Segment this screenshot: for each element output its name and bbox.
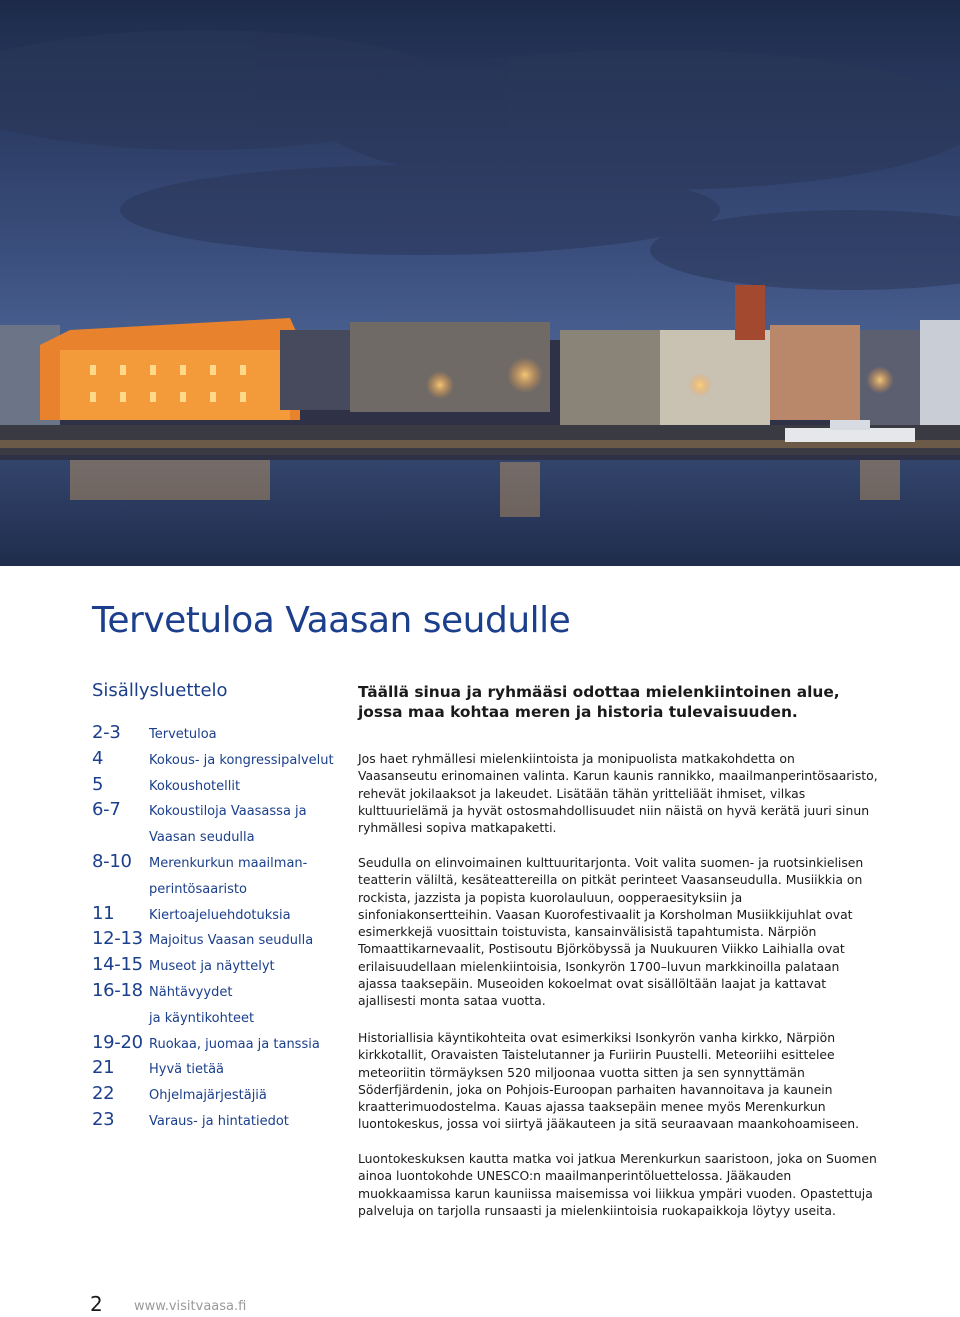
- toc-page-number: 4: [92, 747, 104, 769]
- toc-label: Nähtävyydet: [149, 984, 233, 1000]
- toc-entry: [92, 720, 342, 746]
- toc-label: Museot ja näyttelyt: [149, 959, 275, 975]
- toc-label: Ohjelmajärjestäjiä: [149, 1088, 267, 1104]
- toc-page-number: 11: [92, 902, 115, 924]
- table-of-contents: [92, 720, 342, 1133]
- toc-entry: [92, 772, 342, 798]
- toc-entry: [92, 1107, 342, 1133]
- body-paragraph: Luontokeskuksen kautta matka voi jatkua Merenkurkun saaristoon, joka on Suomen ainoa luontokohde UNESCO:n maailmanperintöluettelossa. Jääkauden muokkaamissa karun kauniissa maisemissa voi liikkua ympäri vuoden. Opastettuja palveluja on tarjolla runsaasti ja mielenkiintoisia ruokapaikkoja löytyy useita.: [358, 1151, 877, 1218]
- page-number: 2: [90, 1292, 103, 1316]
- toc-page-number: 21: [92, 1057, 115, 1079]
- toc-entry: [92, 823, 342, 849]
- body-paragraph: Historiallisia käyntikohteita ovat esimerkiksi Isonkyrön vanha kirkko, Närpiön kirkkotallit, Oravaisten Taistelutanner ja Furiirin Puustelli. Meteoriihi esittelee meteoriitin törmäyksen 520 miljoonaa vuotta sitten ja sen synnyttämän Söderfjärdenin, joka on Pohjois-Euroopan parhaiten havannoitava ja kaunein kraatterimuodostelma. Kauas ajassa taaksepäin menee myös Merenkurkun luontokeskus, jossa voi siirtyä jääkauteen ja sitä seuraavaan maankohoamiseen.: [358, 1030, 860, 1132]
- toc-page-number: 16-18: [92, 979, 143, 1001]
- toc-entry: [92, 746, 342, 772]
- toc-label: Varaus- ja hintatiedot: [149, 1113, 289, 1129]
- toc-label: ja käyntikohteet: [149, 1010, 255, 1026]
- toc-page-number: 2-3: [92, 722, 121, 743]
- toc-entry: [92, 875, 342, 901]
- toc-entry: [92, 978, 342, 1004]
- toc-page-number: 8-10: [92, 850, 132, 872]
- toc-entry: [92, 1030, 342, 1056]
- body-paragraph: Seudulla on elinvoimainen kulttuuritarjonta. Voit valita suomen- ja ruotsinkielisen teatterin väliltä, kesäteattereilla on pitkät perinteet Vaasanseudulla. Musiikkia on rockista, jazzista ja popista kuorolauluun, oopperaesityksiin ja sinfoniakonsertteihin. Vaasan Kuorofestivaalit ja Korsholman Musiikkijuhlat ovat esimerkkejä vuosittain toistuvista, kansainvälisistä tapahtumista. Närpiön Tomaattikarnevaalit, Postisoutu Björköbyssä ja Nuukuuren Viikko Laihialla ovat erilaisuudellaan mielenkiintoisia, Isonkyrön 1700–luvun markkinoilla palataan ajassa taaksepäin. Museoiden kokoelmat ovat sisällöltään laajat ja kattavat ajallisesti monta sataa vuotta.: [358, 855, 864, 1009]
- toc-entry: [92, 849, 342, 875]
- toc-label: Ruokaa, juomaa ja tanssia: [149, 1036, 320, 1052]
- toc-entry: [92, 952, 342, 978]
- toc-page-number: 19-20: [92, 1031, 143, 1053]
- page-title: Tervetuloa Vaasan seudulle: [92, 600, 571, 641]
- hero-photo-vaasa-waterfront: [0, 0, 960, 566]
- toc-entry: [92, 901, 342, 927]
- toc-page-number: 14-15: [92, 954, 143, 976]
- toc-entry: [92, 926, 342, 952]
- intro-lead: Täällä sinua ja ryhmääsi odottaa mielenkiintoinen alue, jossa maa kohtaa meren ja historia tulevaisuuden.: [358, 683, 840, 721]
- toc-label: perintösaaristo: [149, 881, 247, 897]
- toc-label: Kokoustiloja Vaasassa ja: [149, 804, 307, 820]
- toc-label: Majoitus Vaasan seudulla: [149, 933, 314, 949]
- toc-label: Kiertoajeluehdotuksia: [149, 907, 291, 923]
- toc-entry: [92, 1004, 342, 1030]
- toc-label: Tervetuloa: [149, 727, 217, 742]
- toc-label: Kokous- ja kongressipalvelut: [149, 752, 334, 768]
- toc-label: Merenkurkun maailman-: [149, 855, 308, 871]
- toc-page-number: 22: [92, 1083, 115, 1105]
- website-url: www.visitvaasa.fi: [134, 1299, 247, 1314]
- toc-entry: [92, 1081, 342, 1107]
- toc-label: Hyvä tietää: [149, 1062, 224, 1078]
- toc-label: Vaasan seudulla: [149, 830, 255, 846]
- toc-page-number: 12-13: [92, 928, 143, 950]
- toc-heading: Sisällysluettelo: [92, 680, 228, 701]
- toc-page-number: 23: [92, 1108, 115, 1130]
- toc-entry: [92, 797, 342, 823]
- toc-label: Kokoushotellit: [149, 778, 241, 794]
- toc-page-number: 6-7: [92, 799, 121, 821]
- toc-page-number: 5: [92, 773, 104, 795]
- body-paragraph: Jos haet ryhmällesi mielenkiintoista ja monipuolista matkakohdetta on Vaasanseutu erinomainen valinta. Karun kaunis rannikko, maailmanperintösaaristo, rehevät jokilaaksot ja lakeudet. Lisätään tähän yritteliäät ihmiset, vilkas kulttuurielämä ja hyvät ostosmahdollisuudet niin näistä on hyvä kerätä juuri sinun ryhmällesi sopiva matkapaketti.: [358, 751, 878, 836]
- toc-entry: [92, 1055, 342, 1081]
